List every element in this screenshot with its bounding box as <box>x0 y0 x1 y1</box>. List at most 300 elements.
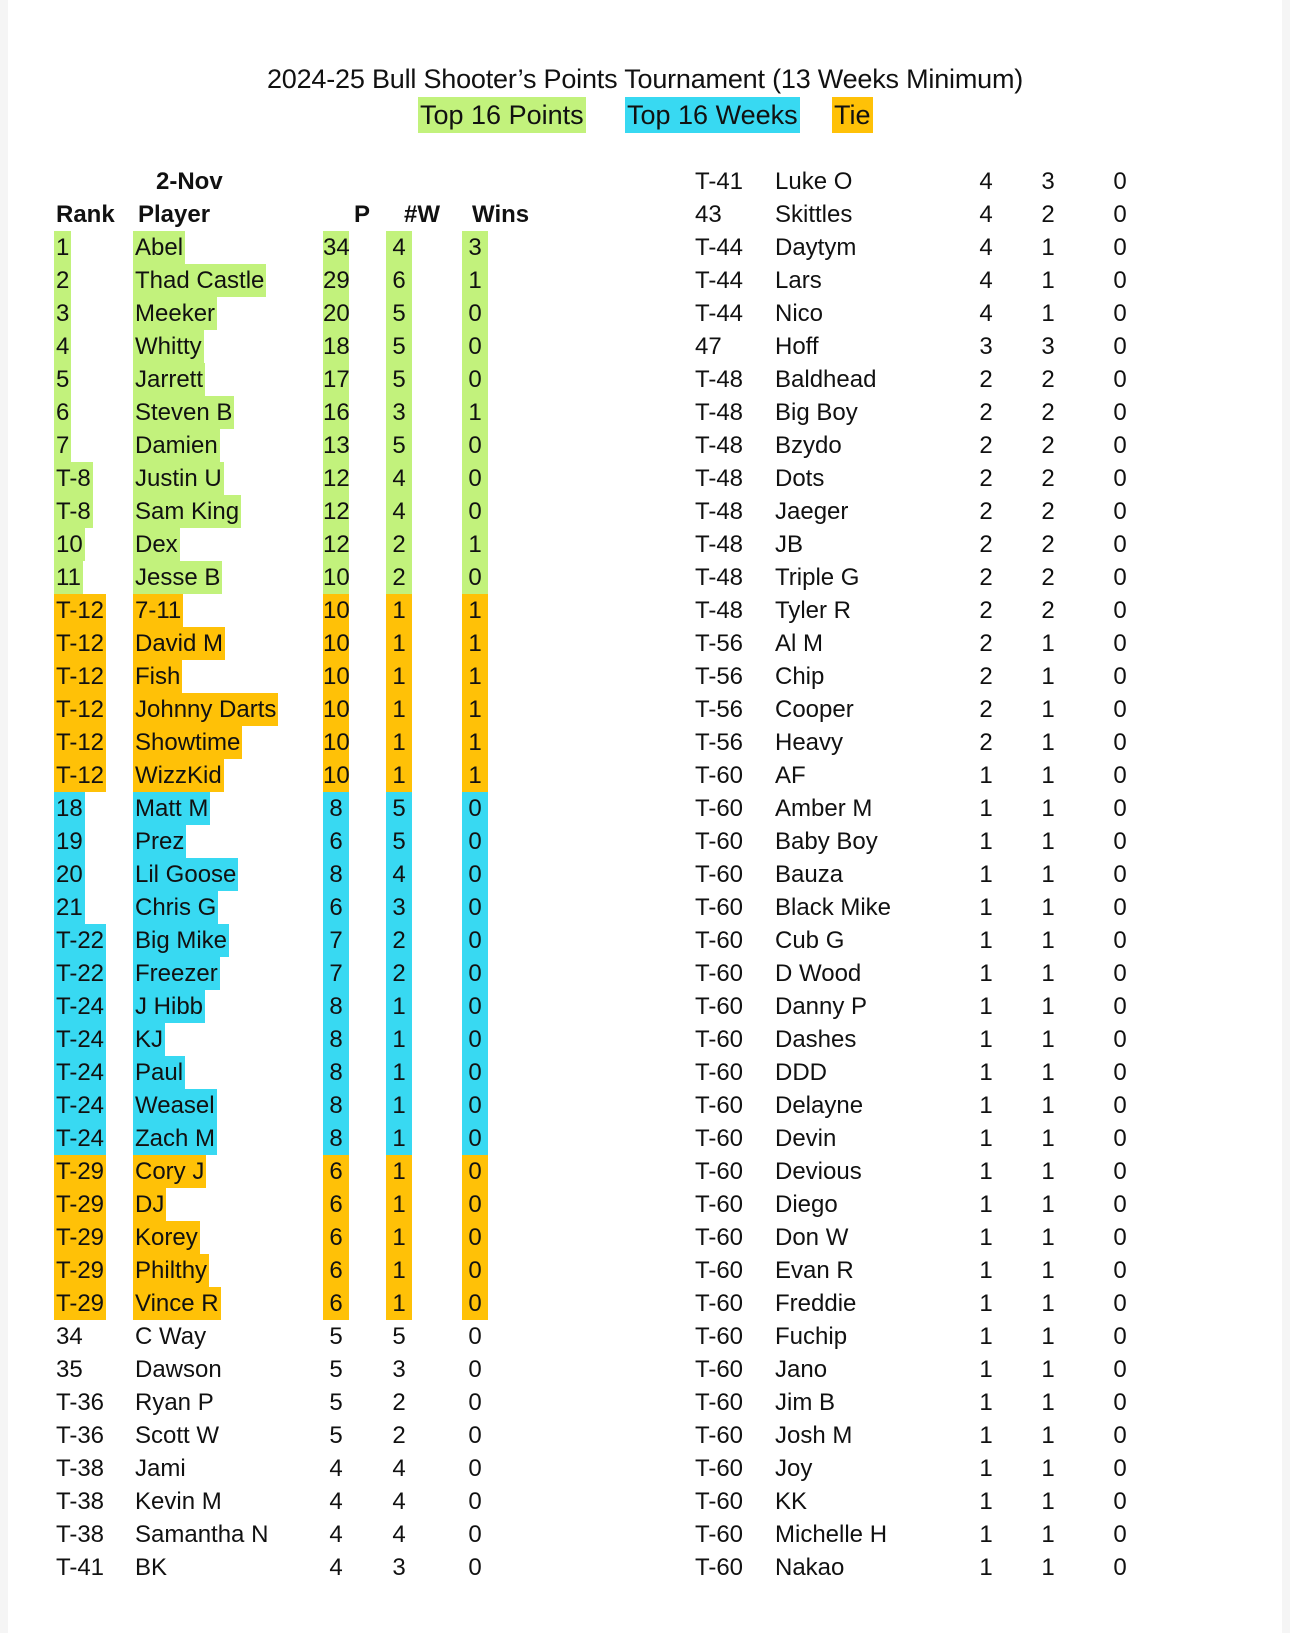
table-row <box>8 396 1282 429</box>
rank-cell: 6 <box>54 396 71 429</box>
player-cell: Danny P <box>775 993 868 1020</box>
weeks-cell: 1 <box>386 1023 412 1056</box>
wins-cell: 0 <box>1113 828 1127 855</box>
points-cell: 5 <box>329 1356 343 1383</box>
legend-tie: Tie <box>832 97 873 133</box>
weeks-cell: 1 <box>1041 1191 1055 1218</box>
table-row <box>8 1386 1282 1419</box>
table-row <box>8 1221 1282 1254</box>
rank-cell: 18 <box>54 792 85 825</box>
table-row <box>8 1320 1282 1353</box>
wins-cell: 0 <box>1113 1158 1127 1185</box>
rank-cell: T-8 <box>54 462 93 495</box>
weeks-cell: 1 <box>1041 663 1055 690</box>
player-cell: Jarrett <box>133 363 205 396</box>
table-row <box>8 891 1282 924</box>
wins-cell: 0 <box>1113 1290 1127 1317</box>
weeks-cell: 1 <box>1041 993 1055 1020</box>
rank-cell: T-60 <box>695 1422 744 1449</box>
player-cell: D Wood <box>775 960 862 987</box>
player-cell: Bauza <box>775 861 844 888</box>
player-cell: JB <box>775 531 804 558</box>
points-cell: 4 <box>979 168 993 195</box>
weeks-cell: 3 <box>392 1554 406 1581</box>
wins-cell: 0 <box>1113 1224 1127 1251</box>
player-cell: KK <box>775 1488 808 1515</box>
weeks-cell: 5 <box>386 363 412 396</box>
points-cell: 1 <box>979 1059 993 1086</box>
rank-cell: T-29 <box>54 1221 106 1254</box>
rank-cell: T-48 <box>695 465 744 492</box>
weeks-cell: 2 <box>1041 498 1055 525</box>
weeks-cell: 1 <box>1041 828 1055 855</box>
weeks-cell: 4 <box>392 1521 406 1548</box>
weeks-cell: 1 <box>1041 1257 1055 1284</box>
rank-cell: T-60 <box>695 1026 744 1053</box>
points-cell: 2 <box>979 366 993 393</box>
rank-cell: T-48 <box>695 498 744 525</box>
wins-cell: 0 <box>468 1356 482 1383</box>
rank-cell: T-38 <box>56 1521 105 1548</box>
table-row <box>8 1287 1282 1320</box>
points-cell: 3 <box>979 333 993 360</box>
rank-cell: 4 <box>54 330 71 363</box>
weeks-cell: 1 <box>386 1221 412 1254</box>
weeks-cell: 2 <box>392 1422 406 1449</box>
table-row <box>8 1518 1282 1551</box>
rank-cell: T-60 <box>695 1323 744 1350</box>
rank-cell: T-48 <box>695 399 744 426</box>
header-rank: Rank <box>56 201 115 228</box>
points-cell: 1 <box>979 894 993 921</box>
points-cell: 2 <box>979 729 993 756</box>
points-cell: 10 <box>323 759 349 792</box>
wins-cell: 0 <box>1113 168 1127 195</box>
wins-cell: 0 <box>468 1389 482 1416</box>
weeks-cell: 2 <box>1041 465 1055 492</box>
player-cell: Lil Goose <box>133 858 238 891</box>
rank-cell: T-60 <box>695 795 744 822</box>
points-cell: 1 <box>979 1224 993 1251</box>
weeks-cell: 1 <box>1041 1224 1055 1251</box>
rank-cell: T-36 <box>56 1389 105 1416</box>
weeks-cell: 6 <box>386 264 412 297</box>
rank-cell: T-44 <box>695 267 744 294</box>
points-cell: 5 <box>329 1422 343 1449</box>
points-cell: 20 <box>323 297 349 330</box>
wins-cell: 0 <box>462 957 488 990</box>
wins-cell: 0 <box>1113 498 1127 525</box>
weeks-cell: 1 <box>386 627 412 660</box>
rank-cell: T-56 <box>695 630 744 657</box>
player-cell: Big Boy <box>775 399 858 426</box>
table-row <box>8 924 1282 957</box>
table-row <box>8 198 1282 231</box>
points-cell: 34 <box>323 231 349 264</box>
rank-cell: T-12 <box>54 660 106 693</box>
wins-cell: 0 <box>1113 333 1127 360</box>
points-cell: 10 <box>323 561 349 594</box>
rank-cell: 7 <box>54 429 71 462</box>
wins-cell: 0 <box>462 363 488 396</box>
rank-cell: T-12 <box>54 594 106 627</box>
player-cell: Dawson <box>135 1356 222 1383</box>
points-cell: 4 <box>329 1455 343 1482</box>
points-cell: 4 <box>979 234 993 261</box>
weeks-cell: 4 <box>386 495 412 528</box>
player-cell: 7-11 <box>133 594 183 627</box>
wins-cell: 0 <box>1113 696 1127 723</box>
weeks-cell: 1 <box>1041 729 1055 756</box>
player-cell: Ryan P <box>135 1389 214 1416</box>
weeks-cell: 1 <box>1041 1125 1055 1152</box>
weeks-cell: 1 <box>1041 1389 1055 1416</box>
weeks-cell: 1 <box>386 726 412 759</box>
player-cell: Steven B <box>133 396 234 429</box>
points-cell: 6 <box>323 891 349 924</box>
rank-cell: T-12 <box>54 726 106 759</box>
weeks-cell: 5 <box>392 1323 406 1350</box>
rank-cell: T-60 <box>695 1224 744 1251</box>
table-row <box>8 297 1282 330</box>
player-cell: Michelle H <box>775 1521 888 1548</box>
points-cell: 2 <box>979 663 993 690</box>
rank-cell: T-41 <box>695 168 744 195</box>
points-cell: 1 <box>979 1323 993 1350</box>
table-row <box>8 693 1282 726</box>
rank-cell: T-38 <box>56 1488 105 1515</box>
rank-cell: 35 <box>56 1356 83 1383</box>
player-cell: Dots <box>775 465 825 492</box>
points-cell: 12 <box>323 462 349 495</box>
wins-cell: 0 <box>1113 432 1127 459</box>
rank-cell: T-60 <box>695 1125 744 1152</box>
table-row <box>8 1485 1282 1518</box>
wins-cell: 0 <box>468 1323 482 1350</box>
table-row <box>8 627 1282 660</box>
points-cell: 5 <box>329 1389 343 1416</box>
wins-cell: 0 <box>468 1521 482 1548</box>
player-cell: Dashes <box>775 1026 857 1053</box>
points-cell: 13 <box>323 429 349 462</box>
rank-cell: T-60 <box>695 1455 744 1482</box>
wins-cell: 0 <box>462 1056 488 1089</box>
table-row <box>8 1452 1282 1485</box>
rank-cell: T-48 <box>695 564 744 591</box>
weeks-cell: 5 <box>386 792 412 825</box>
table-row <box>8 1089 1282 1122</box>
weeks-cell: 2 <box>392 1389 406 1416</box>
weeks-cell: 3 <box>386 891 412 924</box>
page-title: 2024-25 Bull Shooter’s Points Tournament (13 Weeks Minimum) <box>266 64 1024 94</box>
rank-cell: T-22 <box>54 957 106 990</box>
weeks-cell: 2 <box>386 528 412 561</box>
rank-cell: T-24 <box>54 1122 106 1155</box>
wins-cell: 0 <box>462 792 488 825</box>
wins-cell: 0 <box>1113 1389 1127 1416</box>
player-cell: Lars <box>775 267 822 294</box>
weeks-cell: 1 <box>1041 1554 1055 1581</box>
weeks-cell: 5 <box>386 825 412 858</box>
wins-cell: 1 <box>462 660 488 693</box>
rank-cell: T-24 <box>54 1023 106 1056</box>
weeks-cell: 1 <box>1041 1521 1055 1548</box>
wins-cell: 0 <box>1113 1059 1127 1086</box>
table-row <box>8 726 1282 759</box>
weeks-cell: 1 <box>386 1056 412 1089</box>
wins-cell: 3 <box>462 231 488 264</box>
table-row <box>8 429 1282 462</box>
player-cell: Chris G <box>133 891 218 924</box>
player-cell: Thad Castle <box>133 264 266 297</box>
rank-cell: T-60 <box>695 1092 744 1119</box>
wins-cell: 0 <box>462 825 488 858</box>
wins-cell: 0 <box>462 1254 488 1287</box>
rank-cell: 1 <box>54 231 71 264</box>
player-cell: Cub G <box>775 927 845 954</box>
weeks-cell: 2 <box>1041 399 1055 426</box>
weeks-cell: 3 <box>386 396 412 429</box>
rank-cell: T-22 <box>54 924 106 957</box>
header-wins: Wins <box>472 201 530 228</box>
rank-cell: 20 <box>54 858 85 891</box>
rank-cell: T-60 <box>695 861 744 888</box>
table-row <box>8 1419 1282 1452</box>
wins-cell: 0 <box>462 1188 488 1221</box>
player-cell: Zach M <box>133 1122 217 1155</box>
standings-page <box>8 0 1282 1633</box>
weeks-cell: 1 <box>1041 1323 1055 1350</box>
player-cell: Evan R <box>775 1257 854 1284</box>
weeks-cell: 4 <box>386 462 412 495</box>
rank-cell: T-60 <box>695 1290 744 1317</box>
weeks-cell: 3 <box>392 1356 406 1383</box>
player-cell: Vince R <box>133 1287 221 1320</box>
points-cell: 6 <box>323 1254 349 1287</box>
rank-cell: T-44 <box>695 300 744 327</box>
player-cell: Abel <box>133 231 185 264</box>
player-cell: Jano <box>775 1356 828 1383</box>
wins-cell: 0 <box>1113 597 1127 624</box>
player-cell: Daytym <box>775 234 857 261</box>
rank-cell: T-41 <box>56 1554 105 1581</box>
rank-cell: T-29 <box>54 1287 106 1320</box>
points-cell: 1 <box>979 993 993 1020</box>
points-cell: 6 <box>323 1221 349 1254</box>
wins-cell: 0 <box>1113 267 1127 294</box>
weeks-cell: 1 <box>386 1089 412 1122</box>
weeks-cell: 1 <box>1041 1356 1055 1383</box>
wins-cell: 1 <box>462 594 488 627</box>
weeks-cell: 2 <box>1041 201 1055 228</box>
wins-cell: 0 <box>462 462 488 495</box>
wins-cell: 0 <box>1113 1422 1127 1449</box>
weeks-cell: 4 <box>386 858 412 891</box>
points-cell: 1 <box>979 828 993 855</box>
points-cell: 2 <box>979 432 993 459</box>
weeks-cell: 2 <box>1041 432 1055 459</box>
rank-cell: T-29 <box>54 1254 106 1287</box>
wins-cell: 0 <box>1113 927 1127 954</box>
weeks-cell: 1 <box>1041 795 1055 822</box>
wins-cell: 0 <box>1113 762 1127 789</box>
points-cell: 1 <box>979 1125 993 1152</box>
points-cell: 2 <box>979 696 993 723</box>
rank-cell: T-60 <box>695 1158 744 1185</box>
wins-cell: 0 <box>462 495 488 528</box>
player-cell: Nico <box>775 300 824 327</box>
rank-cell: T-60 <box>695 1389 744 1416</box>
points-cell: 1 <box>979 1422 993 1449</box>
player-cell: WizzKid <box>133 759 224 792</box>
wins-cell: 0 <box>1113 1125 1127 1152</box>
points-cell: 1 <box>979 1356 993 1383</box>
player-cell: C Way <box>135 1323 207 1350</box>
weeks-cell: 1 <box>1041 861 1055 888</box>
points-cell: 8 <box>323 1056 349 1089</box>
wins-cell: 1 <box>462 759 488 792</box>
wins-cell: 0 <box>462 297 488 330</box>
points-cell: 8 <box>323 1122 349 1155</box>
player-cell: Amber M <box>775 795 873 822</box>
weeks-cell: 1 <box>1041 630 1055 657</box>
wins-cell: 0 <box>1113 1488 1127 1515</box>
weeks-cell: 1 <box>1041 300 1055 327</box>
player-cell: Tyler R <box>775 597 852 624</box>
weeks-cell: 1 <box>386 1254 412 1287</box>
points-cell: 10 <box>323 660 349 693</box>
wins-cell: 0 <box>1113 663 1127 690</box>
wins-cell: 0 <box>462 1287 488 1320</box>
rank-cell: 11 <box>54 561 83 594</box>
rank-cell: T-60 <box>695 1356 744 1383</box>
rank-cell: T-24 <box>54 990 106 1023</box>
weeks-cell: 1 <box>1041 960 1055 987</box>
rank-cell: T-60 <box>695 960 744 987</box>
player-cell: Freezer <box>133 957 220 990</box>
points-cell: 1 <box>979 1389 993 1416</box>
table-row <box>8 957 1282 990</box>
wins-cell: 0 <box>462 924 488 957</box>
player-cell: Delayne <box>775 1092 864 1119</box>
rank-cell: T-56 <box>695 729 744 756</box>
weeks-cell: 1 <box>386 990 412 1023</box>
points-cell: 18 <box>323 330 349 363</box>
player-cell: Josh M <box>775 1422 853 1449</box>
points-cell: 4 <box>329 1521 343 1548</box>
wins-cell: 0 <box>1113 201 1127 228</box>
wins-cell: 0 <box>1113 894 1127 921</box>
rank-cell: 19 <box>54 825 85 858</box>
weeks-cell: 1 <box>1041 1092 1055 1119</box>
weeks-cell: 5 <box>386 330 412 363</box>
points-cell: 2 <box>979 630 993 657</box>
wins-cell: 1 <box>462 627 488 660</box>
weeks-cell: 1 <box>386 594 412 627</box>
rank-cell: T-60 <box>695 1554 744 1581</box>
wins-cell: 0 <box>462 1023 488 1056</box>
weeks-cell: 4 <box>392 1488 406 1515</box>
rank-cell: T-8 <box>54 495 93 528</box>
wins-cell: 0 <box>468 1554 482 1581</box>
player-cell: Jaeger <box>775 498 849 525</box>
points-cell: 5 <box>329 1323 343 1350</box>
player-cell: Philthy <box>133 1254 209 1287</box>
weeks-cell: 1 <box>1041 762 1055 789</box>
player-cell: Big Mike <box>133 924 229 957</box>
rank-cell: T-48 <box>695 597 744 624</box>
weeks-cell: 5 <box>386 429 412 462</box>
player-cell: Matt M <box>133 792 210 825</box>
player-cell: Cooper <box>775 696 854 723</box>
weeks-cell: 1 <box>386 759 412 792</box>
wins-cell: 0 <box>1113 234 1127 261</box>
rank-cell: T-60 <box>695 1257 744 1284</box>
wins-cell: 0 <box>1113 795 1127 822</box>
weeks-cell: 1 <box>1041 927 1055 954</box>
rank-cell: 43 <box>695 201 722 228</box>
weeks-cell: 1 <box>1041 696 1055 723</box>
table-row <box>8 858 1282 891</box>
wins-cell: 0 <box>462 429 488 462</box>
wins-cell: 0 <box>1113 465 1127 492</box>
points-cell: 1 <box>979 1455 993 1482</box>
player-cell: Bzydo <box>775 432 842 459</box>
points-cell: 4 <box>979 267 993 294</box>
wins-cell: 0 <box>462 330 488 363</box>
rank-cell: 34 <box>56 1323 83 1350</box>
player-cell: DDD <box>775 1059 827 1086</box>
player-cell: Baldhead <box>775 366 877 393</box>
table-row <box>8 330 1282 363</box>
rank-cell: 47 <box>695 333 722 360</box>
points-cell: 1 <box>979 1026 993 1053</box>
rank-cell: 2 <box>54 264 71 297</box>
rank-cell: T-48 <box>695 366 744 393</box>
player-cell: Freddie <box>775 1290 857 1317</box>
rank-cell: T-12 <box>54 627 106 660</box>
header-weeks: #W <box>404 201 440 228</box>
wins-cell: 0 <box>1113 1521 1127 1548</box>
rank-cell: T-44 <box>695 234 744 261</box>
weeks-cell: 1 <box>386 693 412 726</box>
player-cell: Skittles <box>775 201 853 228</box>
player-cell: AF <box>775 762 806 789</box>
player-cell: Jesse B <box>133 561 222 594</box>
table-row <box>8 660 1282 693</box>
player-cell: Dex <box>133 528 180 561</box>
points-cell: 1 <box>979 1488 993 1515</box>
table-row <box>8 1155 1282 1188</box>
points-cell: 17 <box>323 363 349 396</box>
player-cell: Joy <box>775 1455 813 1482</box>
player-cell: Black Mike <box>775 894 892 921</box>
player-cell: Diego <box>775 1191 838 1218</box>
points-cell: 16 <box>323 396 349 429</box>
player-cell: Meeker <box>133 297 217 330</box>
table-row <box>8 1056 1282 1089</box>
rank-cell: T-60 <box>695 762 744 789</box>
table-row <box>8 165 1282 198</box>
table-row <box>8 231 1282 264</box>
rank-cell: 5 <box>54 363 71 396</box>
date-label: 2-Nov <box>156 168 223 195</box>
rank-cell: T-48 <box>695 531 744 558</box>
weeks-cell: 2 <box>1041 564 1055 591</box>
wins-cell: 0 <box>1113 993 1127 1020</box>
rank-cell: T-60 <box>695 927 744 954</box>
table-row <box>8 759 1282 792</box>
